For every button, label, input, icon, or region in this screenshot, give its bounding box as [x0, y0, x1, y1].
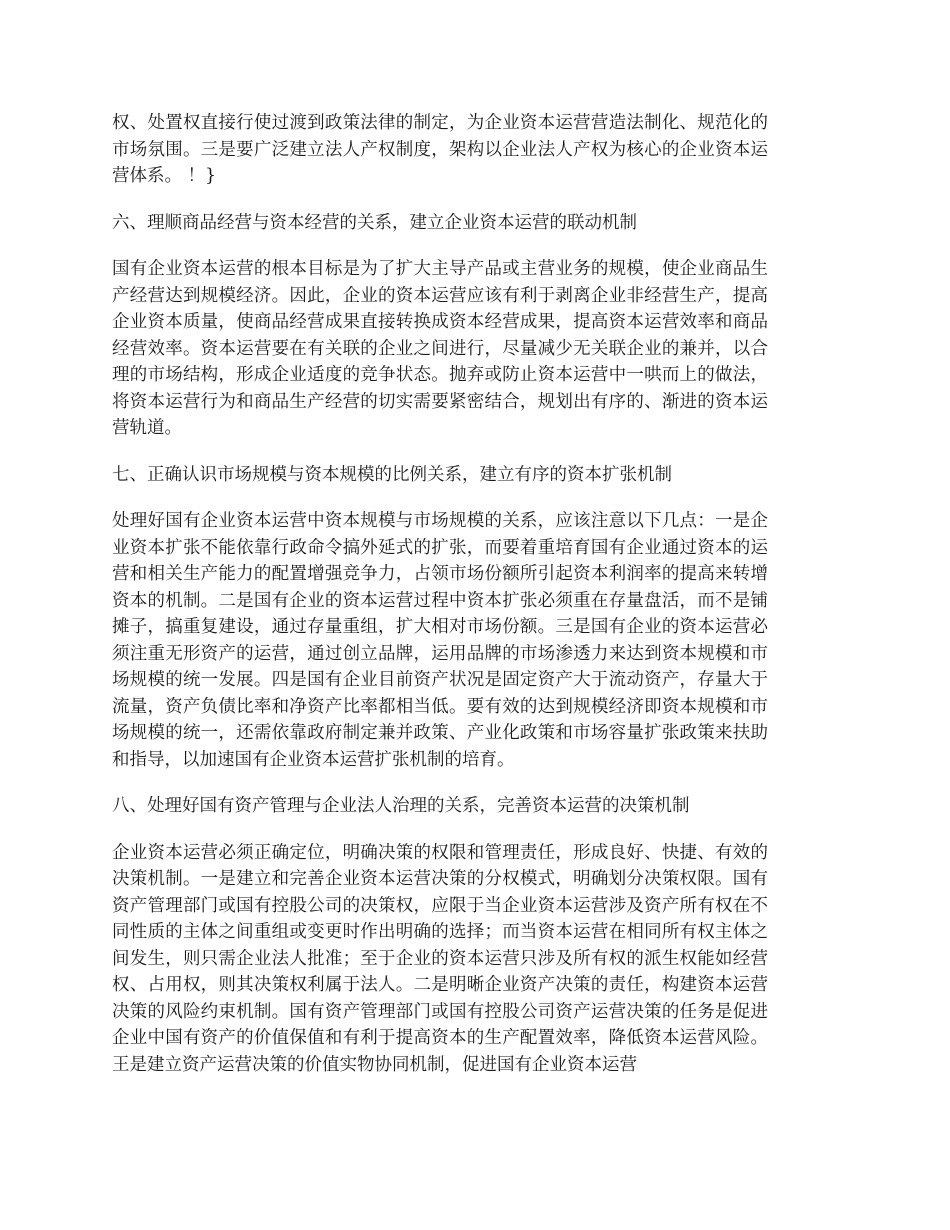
paragraph-continuation: 权、处置权直接行使过渡到政策法律的制定，为企业资本运营营造法制化、规范化的市场氛围。三是要广泛建立法人产权制度，架构以企业法人产权为核心的企业资本运营体系。 ！} [112, 113, 768, 186]
section-heading-8: 八、处理好国有资产管理与企业法人治理的关系，完善资本运营的决策机制 [112, 796, 690, 816]
section-heading-7: 七、正确认识市场规模与资本规模的比例关系，建立有序的资本扩张机制 [112, 464, 672, 485]
paragraph-section-6: 国有企业资本运营的根本目标是为了扩大主导产品或主营业务的规模，使企业商品生产经营达到规模经济。因此，企业的资本运营应该有利于剥离企业非经营生产，提高企业资本质量，使商品经营成果直接转换成资本经营成果，提高资本运营效率和商品经营效率。资本运营要在有关联的企业之间进行，尽量减少无关联企业的兼并，以合理的市场结构，形成企业适度的竞争状态。抛弃或防止资本运营中一哄而上的做法，将资本运营行为和商品生产经营的切实需要紧密结合，规划出有序的、渐进的资本运营轨道。 [112, 259, 768, 438]
paragraph-section-7: 处理好国有企业资本运营中资本规模与市场规模的关系，应该注意以下几点：一是企业资本扩张不能依靠行政命令搞外延式的扩张，而要着重培育国有企业通过资本的运营和相关生产能力的配置增强竞争力，占领市场份额所引起资本利润率的提高来转增资本的机制。二是国有企业的资本运营过程中资本扩张必须重在存量盘活，而不是铺摊子，搞重复建设，通过存量重组，扩大相对市场份额。三是国有企业的资本运营必须注重无形资产的运营，通过创立品牌，运用品牌的市场渗透力来达到资本规模和市场规模的统一发展。四是国有企业目前资产状况是固定资产大于流动资产，存量大于流量，资产负债比率和净资产比率都相当低。要有效的达到规模经济即资本规模和市场规模的统一，还需依靠政府制定兼并政策、产业化政策和市场容量扩张政策来扶助和指导，以加速国有企业资本运营扩张机制的培育。 [112, 511, 768, 770]
section-heading-6: 六、理顺商品经营与资本经营的关系，建立企业资本运营的联动机制 [112, 212, 637, 233]
paragraph-section-8: 企业资本运营必须正确定位，明确决策的权限和管理责任，形成良好、快捷、有效的决策机制。一是建立和完善企业资本运营决策的分权模式，明确划分决策权限。国有资产管理部门或国有控股公司的决策权，应限于当企业资本运营涉及资产所有权在不同性质的主体之间重组或变更时作出明确的选择；而当资本运营在相同所有权主体之间发生，则只需企业法人批准；至于企业的资本运营只涉及所有权的派生权能如经营权、占用权，则其决策权利属于法人。二是明晰企业资产决策的责任，构建资本运营决策的风险约束机制。国有资产管理部门或国有控股公司资产运营决策的任务是促进企业中国有资产的价值保值和有利于提高资本的生产配置效率，降低资本运营风险。王是建立资产运营决策的价值实物协同机制，促进国有企业资本运营 [112, 842, 768, 1075]
document-body [112, 110, 768, 1098]
